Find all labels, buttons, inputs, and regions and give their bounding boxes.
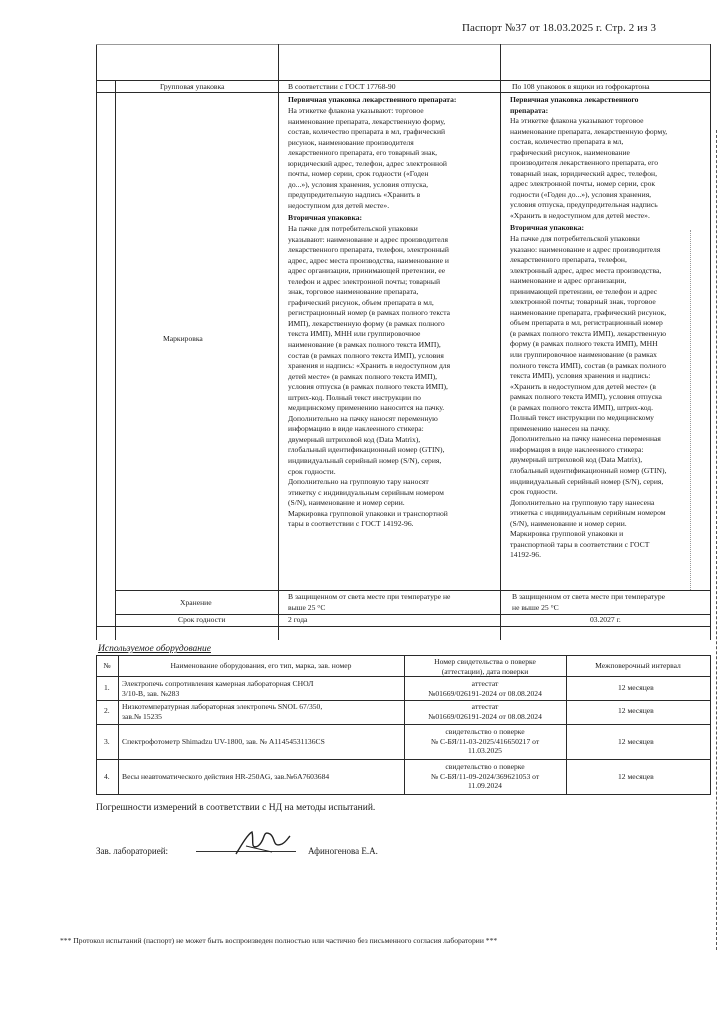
signature-role: Зав. лабораторией: [96,846,169,856]
equipment-row-4-name: Весы неавтоматического действия HR-250AG, зав.№6A7603684 [122,772,330,781]
equipment-row-2-name: Низкотемпературная лабораторная электропечь SNOL 67/350, зав.№ 15235 [122,702,323,721]
equipment-title: Используемое оборудование [98,644,211,654]
equipment-row-1-certificate: аттестат №01669/026191-2024 от 08.08.2024 [428,679,542,698]
equipment-header-interval: Межповерочный интервал [595,661,681,670]
equipment-header-name: Наименование оборудования, его тип, марка, зав. номер [170,661,352,670]
equipment-row-1-num: 1. [104,683,110,692]
equipment-row-4-num: 4. [104,772,110,781]
equipment-row-4-interval: 12 месяцев [618,772,654,781]
page-footer: *** Протокол испытаний (паспорт) не может быть воспроизведен полностью или частично без письменного согласия лаборатории *** [60,936,498,945]
scan-artifact-line [716,130,717,950]
row-shelf-life-result: 03.2027 г. [590,615,621,624]
equipment-row-2-certificate: аттестат №01669/026191-2024 от 08.08.2024 [428,702,542,721]
row-marking-name: Маркировка [163,334,203,343]
row-shelf-life-name: Срок годности [178,615,226,624]
result-primary-title: Первичная упаковка лекарственного препарата: [510,95,639,115]
requirement-primary-text: На этикетке флакона указывают: торговое наименование препарата, лекарственную форму, состав, количество препарата в мл, графический рисунок, наименование производителя лекарственного препарата, его товарный знак, юридический адрес, телефон, адрес электронной почты, номер серии, срок годности («Годен до...»), условия хранения, условия отпуска, предупредительную надпись «Хранить в недоступном для детей месте». [288,106,447,210]
row-group-packaging-name: Групповая упаковка [160,82,225,91]
equipment-header-num: № [103,661,111,670]
equipment-row-1-name: Электропечь сопротивления камерная лабораторная СНОЛ 3/10-В, зав. №283 [122,679,314,698]
signature-name: Афиногенова Е.А. [308,846,378,856]
equipment-row-2-num: 2. [104,706,110,715]
row-storage-result: В защищенном от света месте при температуре не выше 25 °С [512,592,666,612]
row-shelf-life-requirement: 2 года [288,615,308,624]
scan-artifact-line [690,230,691,590]
equipment-row-3-num: 3. [104,737,110,746]
result-primary-text: На этикетке флакона указывают торговое наименование препарата, лекарственную форму, состав, количество препарата в мл, графический рисунок, наименование производителя лекарственного препарата, его товарный знак, юридический адрес, телефон, адрес электронной почты, номер серии, срок годности («Годен до...»), условия хранения, условия отпуска, предупредительная надпись «Хранить в недоступном для детей месте». [510,116,668,220]
page-header: Паспорт №37 от 18.03.2025 г. Стр. 2 из 3 [462,22,657,34]
row-group-packaging-result: По 108 упаковок в ящики из гофрокартона [512,82,650,91]
signature-mark [232,826,294,860]
requirement-secondary-text: На пачке для потребительской упаковки указывают: наименование и адрес производителя лекарственного препарата, телефон, электронный адрес, адрес места производства, наименование и адрес организации, принимающей претензии, ее телефон и адрес электронной почты; товарный знак, торговое наименование препарата, графический рисунок, объем препарата в мл, регистрационный номер (в рамках полного текста ИМП), лекарственную форму (в рамках полного текста ИМП), МНН или группировочное наименование (в рамках полного текста ИМП), состав (в рамках полного текста ИМП), условия хранения и надпись: «Хранить в недоступном для детей месте» (в рамках полного текста ИМП), условия отпуска (в рамках полного текста ИМП), штрих-код. Полный текст инструкции по медицинскому применению наносится на пачку. Дополнительно на пачку наносят переменную информацию в виде наклеенного стикера: двумерный штриховой код (Data Matrix), глобальный идентификационный номер (GTIN), индивидуальный серийный номер (S/N), серия, срок годности. Дополнительно на групповую тару наносят этикетку с индивидуальным серийным номером (S/N), наименование и номер серии. Маркировка групповой упаковки и транспортной тары в соответствии с ГОСТ 14192-96. [288,224,451,529]
requirement-primary-title: Первичная упаковка лекарственного препарата: [288,95,457,104]
row-storage-requirement: В защищенном от света месте при температуре не выше 25 °С [288,592,451,612]
result-secondary-text: На пачке для потребительской упаковки указано: наименование и адрес производителя лекарственного препарата, телефон, электронный адрес, адрес места производства, наименование и адрес организации, принимающей претензии, ее телефон и адрес электронной почты; товарный знак, торговое наименование препарата, графический рисунок, объем препарата в мл, регистрационный номер (в рамках полного текста ИМП), лекарственную форму (в рамках полного текста ИМП), МНН или группировочное наименование (в рамках полного текста ИМП), состав (в рамках полного текста ИМП), условия хранения и надпись: «Хранить в недоступном для детей месте» (в рамках полного текста ИМП), условия отпуска (в рамках полного текста ИМП), штрих-код. Полный текст инструкции по медицинскому применению нанесен на пачку. Дополнительно на пачку нанесена переменная информация в виде наклеенного стикера: двумерный штриховой код (Data Matrix), глобальный идентификационный номер (GTIN), индивидуальный серийный номер (S/N), серия, срок годности. Дополнительно на групповую тару нанесена этикетка с индивидуальным серийным номером (S/N), наименование и номер серии. Маркировка групповой упаковки и транспортной тары в соответствии с ГОСТ 14192-96. [510,234,667,560]
equipment-row-4-certificate: свидетельство о поверке № С-БЯ/11-09-2024/369621053 от 11.09.2024 [430,762,540,790]
equipment-header-certificate: Номер свидетельства о поверке (аттестации), дата поверки [434,657,536,676]
requirement-secondary-title: Вторичная упаковка: [288,213,363,222]
equipment-row-2-interval: 12 месяцев [618,706,654,715]
equipment-row-3-name: Спектрофотометр Shimadzu UV-1800, зав. № A11454531136CS [122,737,325,746]
equipment-row-3-interval: 12 месяцев [618,737,654,746]
result-secondary-title: Вторичная упаковка: [510,223,585,232]
row-group-packaging-requirement: В соответствии с ГОСТ 17768-90 [288,82,396,91]
measurement-conclusion: Погрешности измерений в соответствии с НД на методы испытаний. [96,803,376,813]
row-storage-name: Хранение [180,598,212,607]
equipment-row-1-interval: 12 месяцев [618,683,654,692]
equipment-row-3-certificate: свидетельство о поверке № С-БЯ/11-03-2025/416650217 от 11.03.2025 [430,727,540,755]
